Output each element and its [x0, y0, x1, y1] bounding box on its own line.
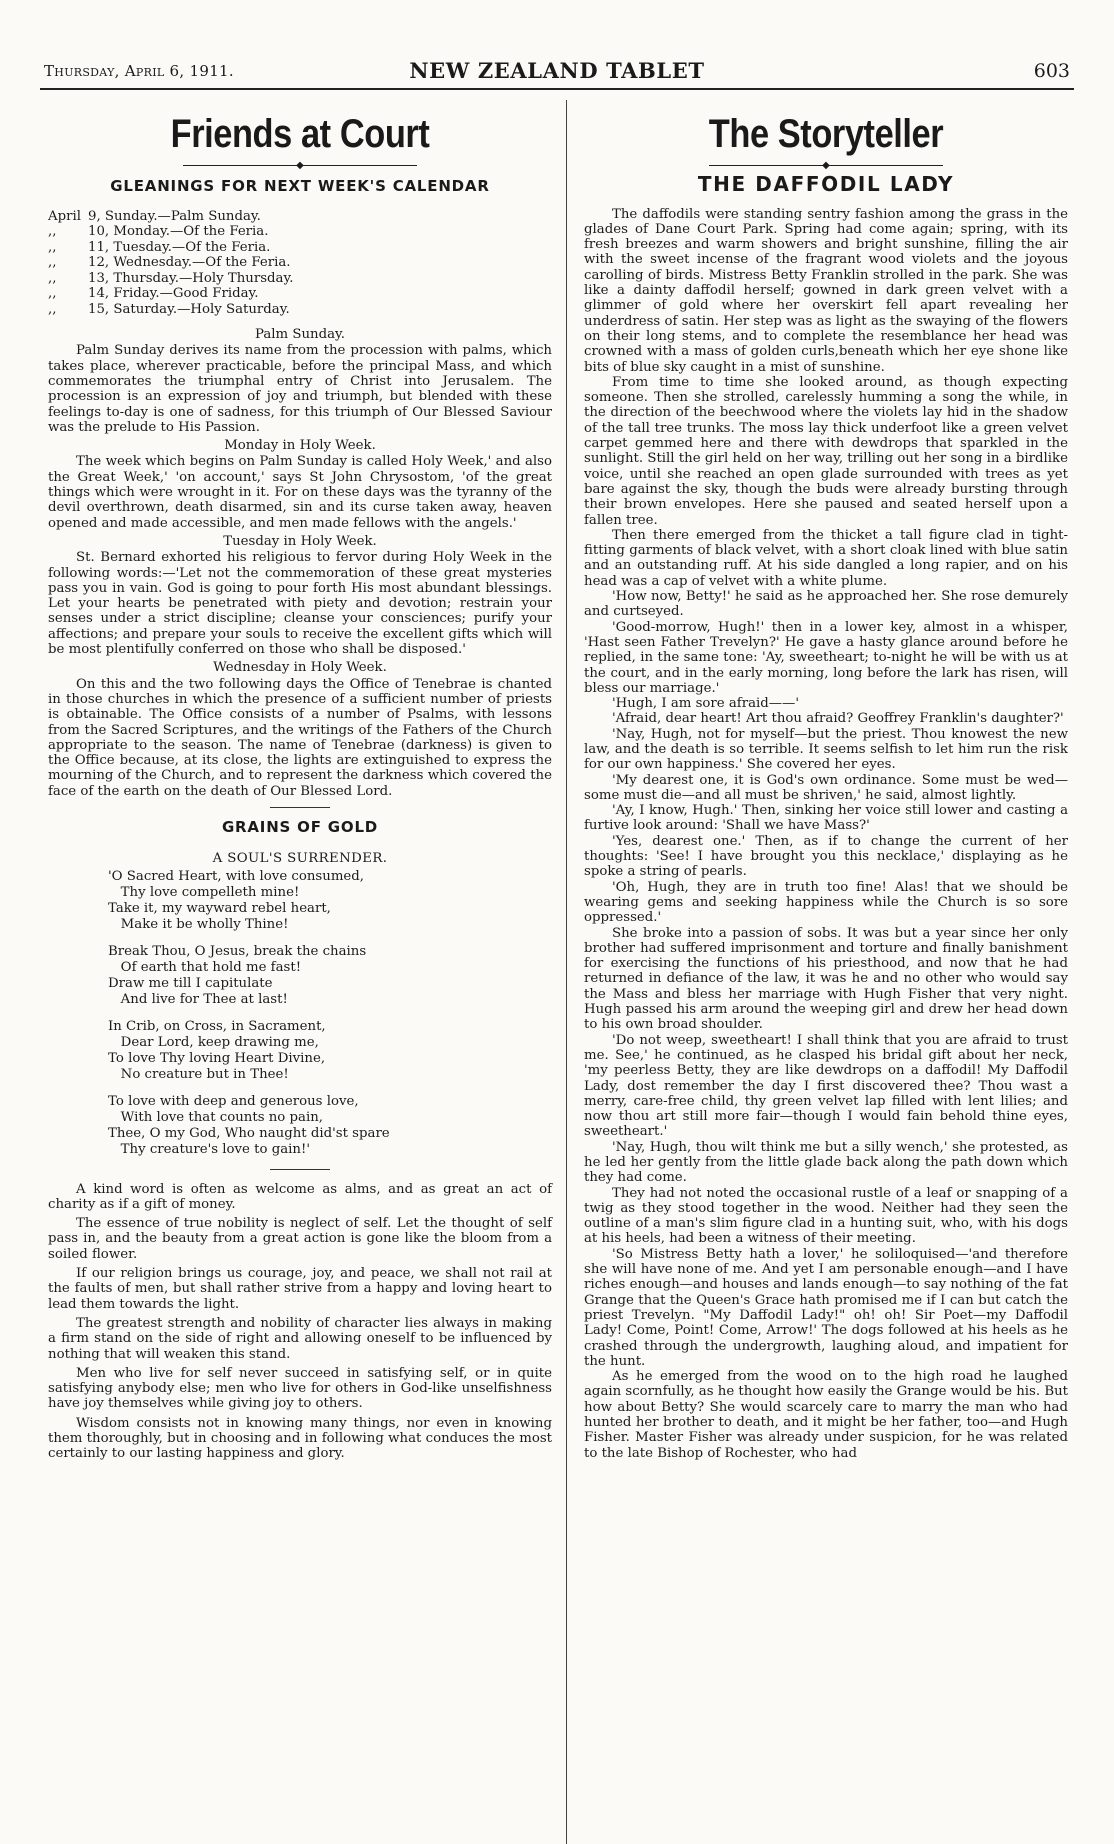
- story-paragraph: She broke into a passion of sobs. It was but a year since her only brother had suffered imprisonment and torture and finally banishment for exercising the functions of his priesthood, and now that he had returned in defiance of the law, it was he and no other who would say the Mass and bless her marriage with Hugh Fisher that very night. Hugh passed his arm around the weeping girl and drew her head down to his own broad shoulder.: [584, 925, 1068, 1033]
- story-paragraph: 'Do not weep, sweetheart! I shall think that you are afraid to trust me. See,' he continued, as he clasped his bridal gift about her neck, 'my peerless Betty, they are like dewdrops on a daffodil! My Daffodil Lady, dost remember the day I first discovered thee? Thou wast a merry, care-free child, thy green velvet lap filled with lent lilies; and now thou art still more fair—though I would fain behold thine eyes, sweetheart.': [584, 1032, 1068, 1140]
- grains-heading: GRAINS OF GOLD: [221, 818, 379, 836]
- story-paragraph: 'Afraid, dear heart! Art thou afraid? Geoffrey Franklin's daughter?': [612, 711, 1064, 727]
- department-title: The Storyteller: [708, 112, 944, 156]
- story-paragraph: 'Yes, dearest one.' Then, as if to change the current of her thoughts: 'See! I have brought you this necklace,' displaying as he spoke a string of pearls.: [584, 833, 1068, 880]
- ornament-divider: ◆: [48, 158, 552, 173]
- thoughts-list: [48, 1182, 552, 1462]
- story-paragraph: 'My dearest one, it is God's own ordinance. Some must be wed—some must die—and all must be shriven,' he said, almost lightly.: [584, 772, 1068, 803]
- story-paragraph: 'Ay, I know, Hugh.' Then, sinking her voice still lower and casting a furtive look around: 'Shall we have Mass?': [584, 803, 1068, 834]
- divider-rule: [270, 807, 330, 808]
- calendar-row: ,, 11, Tuesday.—Of the Feria.: [48, 239, 271, 255]
- section-heading: Palm Sunday.: [254, 327, 345, 343]
- calendar-row: ,, 12, Wednesday.—Of the Feria.: [48, 255, 291, 271]
- calendar-list: [48, 209, 552, 318]
- poem-stanza: In Crib, on Cross, in Sacrament, Dear Lord, keep drawing me, To love Thy loving Heart Divine, No creature but in Thee!: [108, 1018, 326, 1082]
- column-divider: [566, 100, 567, 1844]
- section-text: Palm Sunday derives its name from the procession with palms, which takes place, wherever practicable, before the principal Mass, and which commemorates the triumphal entry of Christ into Jerusalem. The procession is an expression of joy and triumph, but blended with these feelings to-day is one of sadness, for this triumph of Our Blessed Saviour was the prelude to His Passion.: [48, 343, 552, 435]
- story-paragraph: From time to time she looked around, as though expecting someone. Then she strolled, carelessly humming a song the while, in the direction of the beechwood where the violets lay hid in the shadow of the tall tree trunks. The moss lay thick underfoot like a green velvet carpet gemmed here and there with dewdrops that sparkled in the sunlight. Still the girl held on her way, trilling out her song in a birdlike voice, until she reached an open glade surrounded with trees as yet bare against the sky, though the buds were already bursting through their brown envelopes. Here she paused and seated herself upon a fallen tree.: [584, 374, 1068, 528]
- story-paragraph: Then there emerged from the thicket a tall figure clad in tight-fitting garments of black velvet, with a short cloak lined with blue satin and an outstanding ruff. At his side dangled a long rapier, and on his head was a cap of velvet with a white plume.: [584, 527, 1068, 589]
- calendar-row: ,, 13, Thursday.—Holy Thursday.: [48, 270, 294, 286]
- story-paragraph: The daffodils were standing sentry fashion among the grass in the glades of Dane Court Park. Spring had come again; spring, with its fresh breezes and warm showers and bright sunshine, filling the air with the sweet incense of the fragrant wood violets and the joyous carolling of birds. Mistress Betty Franklin strolled in the park. She was like a dainty daffodil herself; gowned in dark green velvet with a glimmer of gold where her overskirt fell apart revealing her underdress of satin. Her step was as light as the swaying of the flowers on their long stems, and to complete the resemblance her head was crowned with a mass of golden curls,beneath which her eye shone like bits of blue sky caught in a mist of sunshine.: [584, 206, 1068, 375]
- thought-paragraph: The greatest strength and nobility of character lies always in making a firm stand on the side of right and allowing oneself to be influenced by nothing that will weaken this stand.: [48, 1315, 552, 1362]
- section-text: On this and the two following days the Office of Tenebrae is chanted in those churches in which the presence of a sufficient number of priests is obtainable. The Office consists of a number of Psalms, with lessons from the Sacred Scriptures, and the writings of the Fathers of the Church appropriate to the season. The name of Tenebrae (darkness) is given to the Office because, at its close, the lights are extinguished to express the mourning of the Church, and to represent the darkness which covered the face of the earth on the death of Our Blessed Lord.: [48, 676, 552, 799]
- divider-rule: [270, 1169, 330, 1170]
- story-paragraph: 'Nay, Hugh, thou wilt think me but a silly wench,' she protested, as he led her gently from the little glade back along the path down which they had come.: [584, 1139, 1068, 1186]
- story-title: THE DAFFODIL LADY: [697, 172, 955, 197]
- department-title: Friends at Court: [170, 112, 430, 156]
- story-paragraph: 'So Mistress Betty hath a lover,' he soliloquised—'and therefore she will have none of me. And yet I am personable enough—and I have riches enough—and houses and lands enough—to say nothing of the fat Grange that the Queen's Grace hath promised me if I can but catch the priest Trevelyn. "My Daffodil Lady!" oh! oh! Sir Poet—my Daffodil Lady! Come, Point! Come, Arrow!' The dogs followed at his heels as he crashed through the undergrowth, laughing aloud, and impatient for the hunt.: [584, 1246, 1068, 1369]
- section-heading: Monday in Holy Week.: [224, 438, 376, 454]
- thought-paragraph: Men who live for self never succeed in satisfying self, or in quite satisfying anybody else; men who live for others in God-like unselfishness have joy themselves while giving joy to others.: [48, 1365, 552, 1412]
- poem-title: A SOUL'S SURRENDER.: [212, 851, 388, 867]
- ornament-divider: ◆: [584, 158, 1068, 173]
- section-heading: Wednesday in Holy Week.: [213, 660, 387, 676]
- calendar-row: ,, 10, Monday.—Of the Feria.: [48, 224, 269, 240]
- poem-stanza: Break Thou, O Jesus, break the chains Of earth that hold me fast! Draw me till I capitulate And live for Thee at last!: [108, 943, 367, 1007]
- section-text: St. Bernard exhorted his religious to fervor during Holy Week in the following words:—'Let not the commemoration of these great mysteries pass you in vain. God is going to pour forth His most abundant blessings. Let your hearts be penetrated with piety and devotion; restrain your senses under a strict discipline; cleanse your consciences; purify your affections; and prepare your souls to receive the excellent gifts which will be most plentifully conferred on those who shall be disposed.': [48, 550, 552, 658]
- page-number: 603: [1033, 60, 1070, 82]
- left-column: [48, 112, 552, 1466]
- thought-paragraph: If our religion brings us courage, joy, and peace, we shall not rail at the faults of men, but shall rather strive from a happy and loving heart to lead them towards the light.: [48, 1266, 552, 1312]
- thought-paragraph: The essence of true nobility is neglect of self. Let the thought of self pass in, and the beauty from a great action is gone like the bloom from a soiled flower.: [48, 1216, 552, 1262]
- story-paragraph: They had not noted the occasional rustle of a leaf or snapping of a twig as they stood together in the wood. Neither had they seen the outline of a man's slim figure clad in a hunting suit, who, with his dogs at his heels, had been a witness of their meeting.: [584, 1185, 1068, 1247]
- story-paragraph: 'Oh, Hugh, they are in truth too fine! Alas! that we should be wearing gems and seeking happiness while the Church is so sore oppressed.': [584, 879, 1068, 926]
- story-paragraph: 'Hugh, I am sore afraid——': [612, 696, 800, 712]
- page-header: [40, 58, 1074, 90]
- poem-stanza: To love with deep and generous love, With love that counts no pain, Thee, O my God, Who naught did'st spare Thy creature's love to gain!': [108, 1093, 390, 1157]
- calendar-row: April 9, Sunday.—Palm Sunday.: [48, 208, 261, 224]
- poem-stanza: 'O Sacred Heart, with love consumed, Thy love compelleth mine! Take it, my wayward rebel heart, Make it be wholly Thine!: [108, 868, 365, 932]
- publication-name: NEW ZEALAND TABLET: [409, 58, 705, 83]
- issue-date: Thursday, April 6, 1911.: [44, 62, 234, 80]
- story-paragraph: 'Nay, Hugh, not for myself—but the priest. Thou knowest the new law, and the death is so terrible. It seems selfish to let him run the risk for our own happiness.' She covered her eyes.: [584, 726, 1068, 773]
- right-column: [584, 112, 1068, 1461]
- section-text: The week which begins on Palm Sunday is called Holy Week,' and also the Great Week,' 'on account,' says St John Chrysostom, 'of the great things which were wrought in it. For on these days was the tyranny of the devil overthrown, death disarmed, sin and its curse taken away, heaven opened and made accessible, and men made fellows with the angels.': [48, 454, 552, 531]
- section-heading: Tuesday in Holy Week.: [223, 533, 377, 549]
- story-paragraph: 'How now, Betty!' he said as he approached her. She rose demurely and curtseyed.: [584, 589, 1068, 620]
- thought-paragraph: Wisdom consists not in knowing many things, nor even in knowing them thoroughly, but in choosing and in following what conduces the most certainly to our lasting happiness and glory.: [48, 1415, 552, 1462]
- calendar-heading: GLEANINGS FOR NEXT WEEK'S CALENDAR: [110, 177, 490, 196]
- story-paragraph: As he emerged from the wood on to the high road he laughed again scornfully, as he thought how easily the Grange would be his. But how about Betty? She would scarcely care to marry the man who had hunted her brother to death, and it might be her father, too—and Hugh Fisher. Master Fisher was already under suspicion, for he was related to the late Bishop of Rochester, who had: [584, 1369, 1068, 1461]
- calendar-row: ,, 15, Saturday.—Holy Saturday.: [48, 301, 290, 317]
- calendar-row: ,, 14, Friday.—Good Friday.: [48, 286, 259, 302]
- thought-paragraph: A kind word is often as welcome as alms, and as great an act of charity as if a gift of money.: [48, 1181, 552, 1212]
- story-paragraph: 'Good-morrow, Hugh!' then in a lower key, almost in a whisper, 'Hast seen Father Trevelyn?' He gave a hasty glance around before he replied, in the same tone: 'Ay, sweetheart; to-night he will be with us at the court, and in the early morning, long before the lark has risen, will bless our marriage.': [584, 619, 1068, 696]
